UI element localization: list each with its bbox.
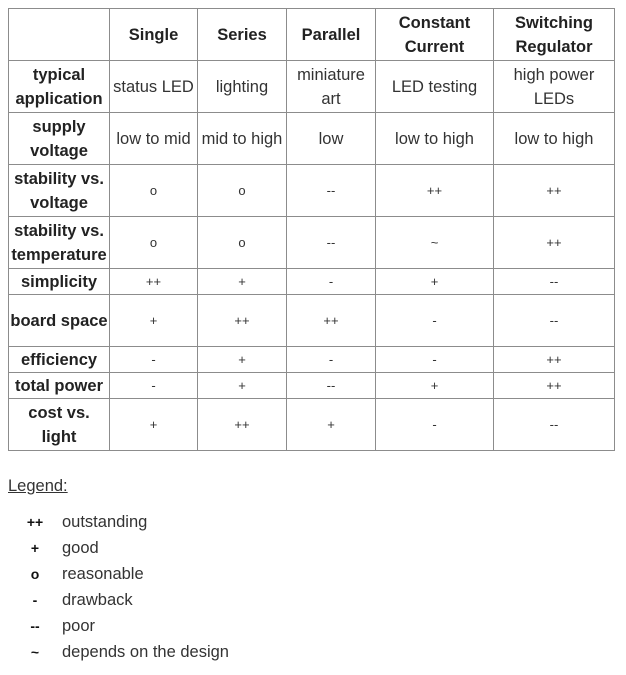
table-cell: - <box>287 347 376 373</box>
row-label: board space <box>9 295 110 347</box>
row-label: efficiency <box>9 347 110 373</box>
table-cell: + <box>287 399 376 451</box>
legend-symbol: o <box>30 566 40 582</box>
legend-list <box>20 509 229 665</box>
row-label: stability vs. temperature <box>9 217 110 269</box>
table-cell: miniature art <box>287 61 376 113</box>
table-cell: - <box>287 269 376 295</box>
legend-symbol: ++ <box>26 514 44 530</box>
table-cell: status LED <box>110 61 198 113</box>
table-cell: -- <box>494 269 615 295</box>
header-switching-regulator: Switching Regulator <box>494 9 615 61</box>
header-constant-current: Constant Current <box>376 9 494 61</box>
table-cell: low to high <box>494 113 615 165</box>
table-cell: ++ <box>494 217 615 269</box>
table-cell: + <box>110 295 198 347</box>
table-body <box>9 61 615 451</box>
table-cell: + <box>376 373 494 399</box>
table-cell: + <box>376 269 494 295</box>
table-cell: o <box>198 165 287 217</box>
table-row <box>9 373 615 399</box>
table-row <box>9 113 615 165</box>
legend-description: poor <box>62 616 96 635</box>
table-cell: high power LEDs <box>494 61 615 113</box>
table-cell: ++ <box>198 399 287 451</box>
table-cell: -- <box>494 399 615 451</box>
table-row <box>9 295 615 347</box>
table-cell: ++ <box>287 295 376 347</box>
legend-description: depends on the design <box>62 642 229 661</box>
table-cell: - <box>376 399 494 451</box>
table-cell: low <box>287 113 376 165</box>
legend-symbol: -- <box>30 618 40 634</box>
legend-symbol: + <box>30 540 40 556</box>
legend-title: Legend: <box>8 477 68 495</box>
table-cell: ++ <box>494 373 615 399</box>
table-cell: + <box>198 269 287 295</box>
header-corner <box>9 9 110 61</box>
table-cell: - <box>110 373 198 399</box>
table-cell: LED testing <box>376 61 494 113</box>
table-cell: + <box>110 399 198 451</box>
legend-description: outstanding <box>62 512 148 531</box>
table-row <box>9 217 615 269</box>
table-cell: ++ <box>376 165 494 217</box>
legend-description: drawback <box>62 590 133 609</box>
table-cell: - <box>376 347 494 373</box>
table-row <box>9 269 615 295</box>
legend-item <box>20 613 229 639</box>
table-cell: - <box>110 347 198 373</box>
row-label: total power <box>9 373 110 399</box>
legend-item <box>20 509 229 535</box>
row-label: supply voltage <box>9 113 110 165</box>
table-cell: lighting <box>198 61 287 113</box>
legend-item <box>20 561 229 587</box>
row-label: cost vs. light <box>9 399 110 451</box>
table-cell: ++ <box>198 295 287 347</box>
table-cell: low to high <box>376 113 494 165</box>
header-single: Single <box>110 9 198 61</box>
legend-symbol: - <box>32 592 38 608</box>
table-row <box>9 399 615 451</box>
table-cell: -- <box>494 295 615 347</box>
table-cell: low to mid <box>110 113 198 165</box>
table-cell: - <box>376 295 494 347</box>
legend-item <box>20 587 229 613</box>
table-cell: -- <box>287 217 376 269</box>
legend-symbol: ~ <box>30 644 40 660</box>
table-cell: + <box>198 347 287 373</box>
table-row <box>9 165 615 217</box>
legend-description: reasonable <box>62 564 144 583</box>
table-cell: ++ <box>494 165 615 217</box>
legend-item <box>20 535 229 561</box>
table-cell: ~ <box>376 217 494 269</box>
row-label: simplicity <box>9 269 110 295</box>
table-row <box>9 61 615 113</box>
header-parallel: Parallel <box>287 9 376 61</box>
table-cell: -- <box>287 373 376 399</box>
comparison-table <box>8 8 615 451</box>
header-row <box>9 9 615 61</box>
row-label: typical application <box>9 61 110 113</box>
table-cell: o <box>198 217 287 269</box>
table-cell: ++ <box>110 269 198 295</box>
legend-item <box>20 639 229 665</box>
header-series: Series <box>198 9 287 61</box>
table-cell: o <box>110 217 198 269</box>
legend-description: good <box>62 538 99 557</box>
table-cell: ++ <box>494 347 615 373</box>
table-cell: o <box>110 165 198 217</box>
table-cell: -- <box>287 165 376 217</box>
table-cell: mid to high <box>198 113 287 165</box>
table-cell: + <box>198 373 287 399</box>
row-label: stability vs. voltage <box>9 165 110 217</box>
table-row <box>9 347 615 373</box>
